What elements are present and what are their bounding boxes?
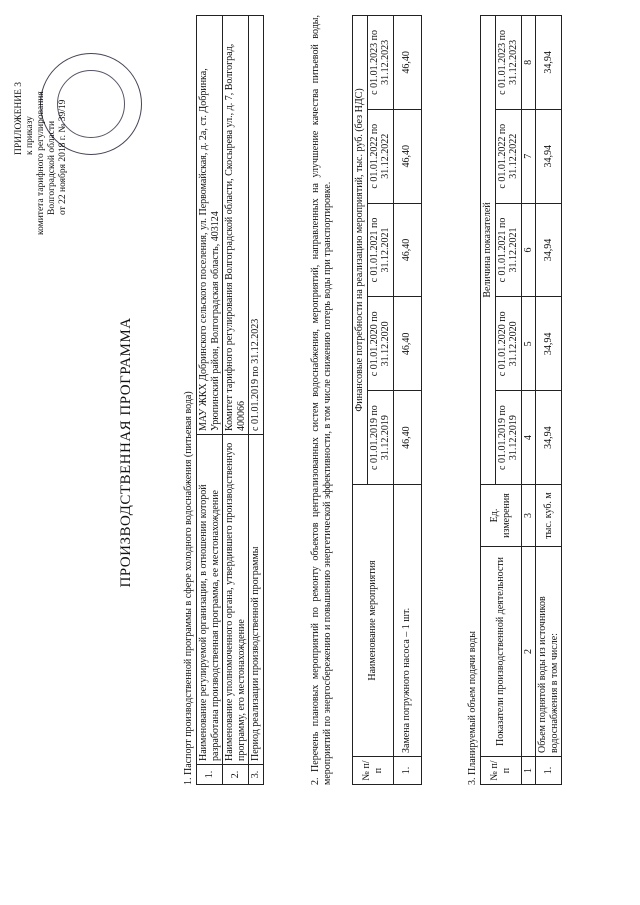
appendix-line2: к приказу [25,116,35,155]
row-value: с 01.01.2019 по 31.12.2023 [249,16,264,435]
col-name-header: Показатели производственной деятельности [481,547,522,757]
period-header: с 01.01.2019 по 31.12.2019 [367,391,393,485]
period-header: с 01.01.2019 по 31.12.2019 [495,391,521,485]
row-value: 46,40 [393,109,421,203]
period-header: с 01.01.2023 по 31.12.2023 [367,16,393,110]
row-unit: тыс. куб. м [536,485,562,547]
appendix-line4: Волгоградской области [47,120,57,215]
page-title: ПРОИЗВОДСТВЕННАЯ ПРОГРАММА [118,317,134,588]
row-num: 1. [393,757,421,785]
index-row [521,16,536,785]
measures-table [352,15,422,785]
passport-table [196,15,264,785]
appendix-line3: комитета тарифного регулирования [36,91,46,235]
period-header: с 01.01.2022 по 31.12.2022 [367,109,393,203]
row-value: Комитет тарифного регулирования Волгоградской области, Скосырева ул., д. 7, Волгоград, 400066 [223,16,249,435]
period-header: с 01.01.2023 по 31.12.2023 [495,16,521,110]
row-value: 34,94 [536,16,562,110]
row-label: Наименование уполномоченного органа, утвердившего производственную программу, его местонахождение [223,435,249,765]
row-value: 46,40 [393,203,421,297]
row-label: Наименование регулируемой организации, в отношении которой разработана производственная программа, ее местонахождение [197,435,223,765]
table-row [536,16,562,785]
period-header: с 01.01.2021 по 31.12.2021 [495,203,521,297]
col-name-header: Наименование мероприятия [353,485,394,757]
table-row [197,16,223,785]
index-cell: 5 [521,297,536,391]
section1-heading: 1. Паспорт производственной программы в сфере холодного водоснабжения (питьевая вода) [183,391,194,785]
col-num-header: № п/п [481,757,522,785]
row-value: 34,94 [536,109,562,203]
period-header: с 01.01.2022 по 31.12.2022 [495,109,521,203]
row-name: Замена погружного насоса – 1 шт. [393,485,421,757]
row-value: 46,40 [393,297,421,391]
period-header: с 01.01.2021 по 31.12.2021 [367,203,393,297]
row-num: 2. [223,765,249,785]
period-header: с 01.01.2020 по 31.12.2020 [367,297,393,391]
table-row [249,16,264,785]
index-cell: 4 [521,391,536,485]
index-cell: 6 [521,203,536,297]
row-value: 34,94 [536,297,562,391]
index-cell: 8 [521,16,536,110]
col-unit-header: Ед. измерения [481,485,522,547]
period-header: с 01.01.2020 по 31.12.2020 [495,297,521,391]
section3-heading: 3. Планируемый объем подачи воды [467,631,478,785]
appendix-line1: ПРИЛОЖЕНИЕ 3 [14,81,24,155]
table-row [393,16,421,785]
index-cell: 2 [521,547,536,757]
row-value: 34,94 [536,391,562,485]
table-row [223,16,249,785]
section2-text: 2. Перечень плановых мероприятий по ремонту объектов централизованных систем водоснабжения, мероприятий, направленных на улучшение качества питьевой воды, мероприятий по энергосбережению и повышению энергетической эффективности, в том числе снижению потерь воды при транспортировке. [310,15,333,785]
col-fin-header: Финансовые потребности на реализацию мероприятий, тыс. руб. (без НДС) [353,16,368,485]
index-cell: 7 [521,109,536,203]
col-num-header: № п/п [353,757,394,785]
index-cell: 1 [521,757,536,785]
row-label: Период реализации производственной программы [249,435,264,765]
index-cell: 3 [521,485,536,547]
row-value: 46,40 [393,16,421,110]
row-num: 3. [249,765,264,785]
row-value: 46,40 [393,391,421,485]
row-value: МАУ ЖКХ Добринского сельского поселения, ул. Первомайская, д. 2а, ст. Добринка, Урюпинский район, Волгоградская область, 403124 [197,16,223,435]
appendix-line5: от 22 ноября 2018 г. № 39/19 [58,99,68,215]
row-num: 1. [536,757,562,785]
row-name: Объем поднятой воды из источников водоснабжения в том числе: [536,547,562,757]
row-num: 1. [197,765,223,785]
col-vals-header: Величина показателей [481,16,496,485]
volume-table [480,15,562,785]
appendix-block [14,82,69,235]
row-value: 34,94 [536,203,562,297]
